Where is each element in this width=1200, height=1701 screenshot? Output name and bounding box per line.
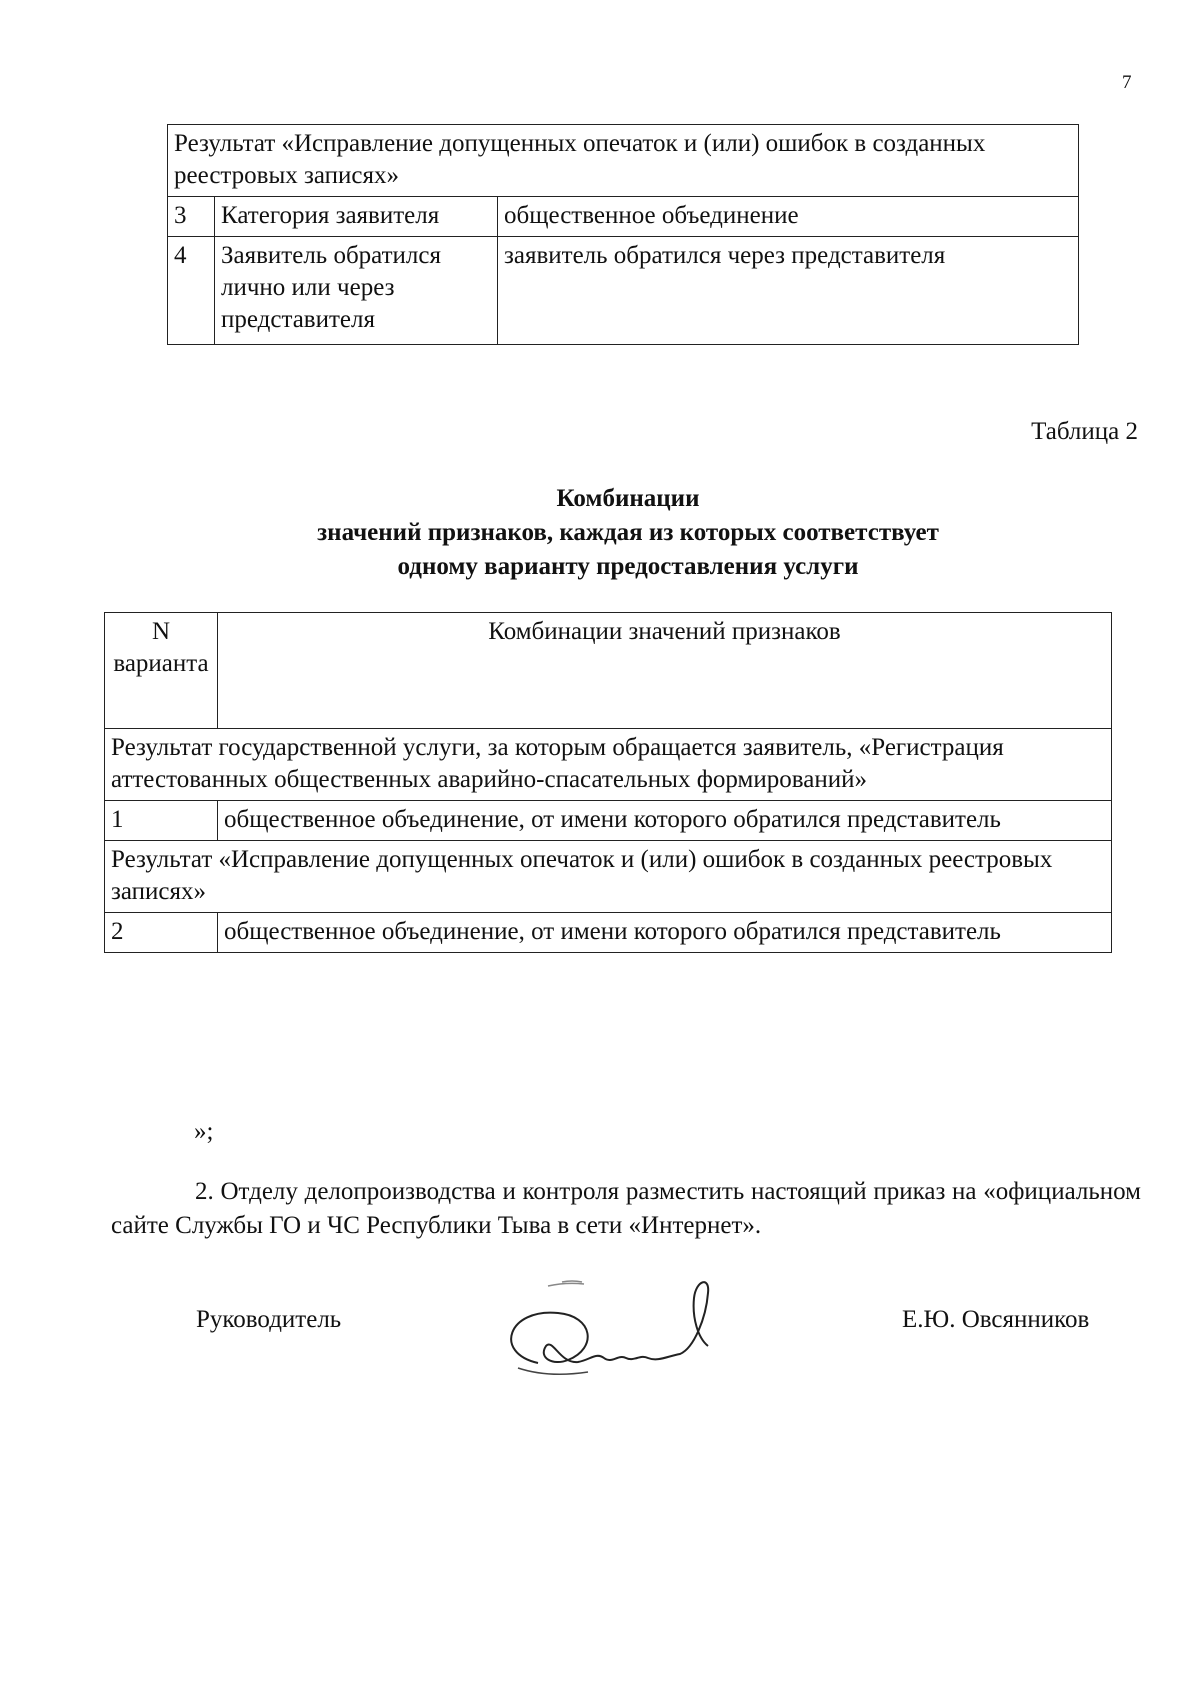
caption-line: одному варианту предоставления услуги — [397, 553, 859, 580]
table-section-row — [105, 729, 1112, 801]
table-row — [168, 237, 1079, 345]
table-row — [105, 913, 1112, 953]
order-paragraph: 2. Отделу делопроизводства и контроля разместить настоящий приказ на «официальном сайте Службы ГО и ЧС Республики Тыва в сети «Интернет». — [111, 1178, 1141, 1239]
signature-image — [498, 1268, 758, 1388]
table-section-row — [105, 841, 1112, 913]
combination-value: общественное объединение, от имени которого обратился представитель — [218, 801, 1112, 841]
table-row — [105, 801, 1112, 841]
table-section-row — [168, 125, 1079, 197]
table-row — [168, 197, 1079, 237]
combinations-header: Комбинации значений признаков — [218, 613, 1112, 729]
row-number: 4 — [168, 237, 215, 345]
attribute-value: заявитель обратился через представителя — [498, 237, 1079, 345]
caption-line: значений признаков, каждая из которых соответствует — [317, 519, 939, 546]
attributes-table-continued — [167, 124, 1079, 345]
attribute-name: Категория заявителя — [215, 197, 498, 237]
table-section-header: Результат государственной услуги, за которым обращается заявитель, «Регистрация аттестованных общественных аварийно-спасательных формирований» — [105, 729, 1112, 801]
closing-quote-mark: »; — [194, 1118, 214, 1145]
table-caption — [0, 482, 1200, 584]
table-section-header: Результат «Исправление допущенных опечаток и (или) ошибок в созданных реестровых записях» — [105, 841, 1112, 913]
table-section-header: Результат «Исправление допущенных опечаток и (или) ошибок в созданных реестровых записях» — [168, 125, 1079, 197]
variant-number: 2 — [105, 913, 218, 953]
attribute-name: Заявитель обратился лично или через представителя — [215, 237, 498, 345]
page-number: 7 — [1122, 72, 1132, 93]
signer-role: Руководитель — [196, 1306, 342, 1333]
signer-name: Е.Ю. Овсянников — [902, 1306, 1090, 1333]
variant-number: 1 — [105, 801, 218, 841]
variant-number-header: N варианта — [105, 613, 218, 729]
variant-combinations-table — [104, 612, 1112, 953]
row-number: 3 — [168, 197, 215, 237]
combination-value: общественное объединение, от имени которого обратился представитель — [218, 913, 1112, 953]
table-number-label: Таблица 2 — [1031, 418, 1138, 445]
caption-line: Комбинации — [556, 485, 700, 512]
table-header-row — [105, 613, 1112, 729]
attribute-value: общественное объединение — [498, 197, 1079, 237]
